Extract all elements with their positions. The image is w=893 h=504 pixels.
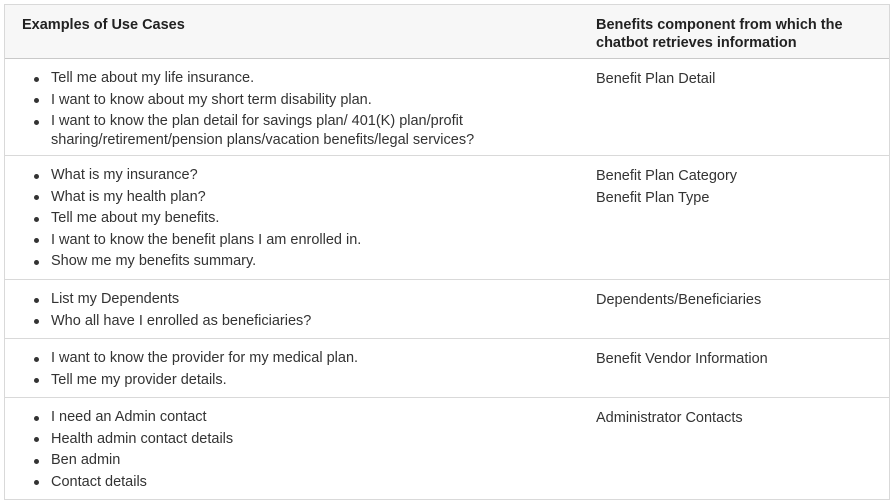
- list-item: What is my health plan?: [22, 188, 579, 207]
- list-item: Show me my benefits summary.: [22, 252, 579, 271]
- component-label: Benefit Vendor Information: [596, 351, 768, 367]
- component-cell: [579, 398, 889, 499]
- table-row: [5, 398, 889, 500]
- use-case-list: [22, 349, 579, 390]
- header-benefits-component: Benefits component from which the chatbot retrieves information: [596, 17, 843, 51]
- table-row: [5, 339, 889, 398]
- list-item: I want to know about my short term disability plan.: [22, 91, 579, 110]
- list-item: What is my insurance?: [22, 166, 579, 185]
- table-header-row: [5, 5, 889, 59]
- use-case-cell: [5, 280, 579, 338]
- component-label: Administrator Contacts: [596, 410, 743, 426]
- use-case-cell: [5, 59, 579, 155]
- component-label: Benefit Plan Category: [596, 168, 738, 184]
- list-item: I want to know the provider for my medical plan.: [22, 349, 579, 368]
- component-label: Dependents/Beneficiaries: [596, 292, 762, 308]
- use-case-cell: [5, 339, 579, 397]
- component-cell: [579, 280, 889, 338]
- list-item: I need an Admin contact: [22, 408, 579, 427]
- component-cell: [579, 339, 889, 397]
- list-item: Ben admin: [22, 451, 579, 470]
- table-row: [5, 59, 889, 156]
- list-item: I want to know the plan detail for savings plan/ 401(K) plan/profit sharing/retirement/pension plans/vacation benefits/legal services?: [22, 112, 481, 150]
- table-row: [5, 156, 889, 280]
- list-item: I want to know the benefit plans I am enrolled in.: [22, 231, 579, 250]
- use-case-list: [22, 166, 579, 271]
- header-use-cases: Examples of Use Cases: [22, 17, 185, 33]
- component-cell: [579, 59, 889, 155]
- table-row: [5, 280, 889, 339]
- list-item: Tell me about my life insurance.: [22, 69, 579, 88]
- list-item: Who all have I enrolled as beneficiaries?: [22, 312, 579, 331]
- use-cases-table: [4, 4, 890, 500]
- list-item: Health admin contact details: [22, 430, 579, 449]
- use-case-list: [22, 290, 579, 331]
- use-case-list: [22, 408, 579, 492]
- use-case-list: [22, 69, 579, 150]
- use-case-cell: [5, 156, 579, 279]
- component-cell: [579, 156, 889, 279]
- list-item: Tell me about my benefits.: [22, 209, 579, 228]
- list-item: Contact details: [22, 473, 579, 492]
- component-label: Benefit Plan Type: [596, 189, 710, 206]
- list-item: Tell me my provider details.: [22, 371, 579, 390]
- component-label: Benefit Plan Detail: [596, 71, 716, 87]
- use-case-cell: [5, 398, 579, 499]
- list-item: List my Dependents: [22, 290, 579, 309]
